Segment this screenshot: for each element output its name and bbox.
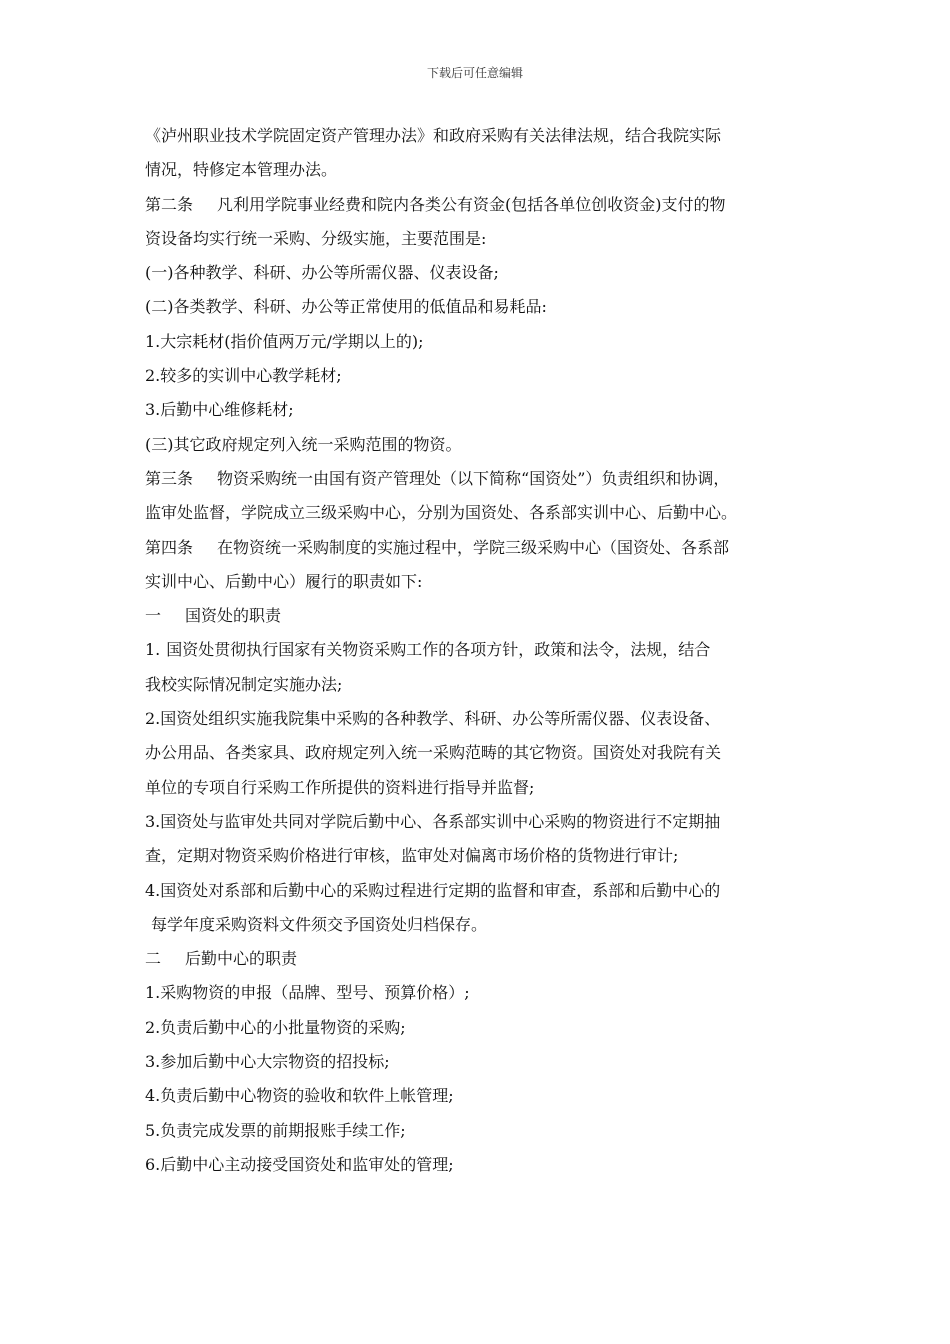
paragraph-line: 实训中心、后勤中心）履行的职责如下:: [145, 571, 423, 591]
article-label: 第二条: [145, 194, 194, 214]
list-item: 1.大宗耗材(指价值两万元/学期以上的);: [145, 331, 424, 351]
page-header: 下载后可任意编辑: [426, 66, 523, 80]
item-number: 1.: [145, 640, 161, 660]
article-two-line: [145, 188, 825, 222]
section-title: 后勤中心的职责: [185, 949, 298, 969]
list-item: [145, 633, 825, 667]
list-item: (二)各类教学、科研、办公等正常使用的低值品和易耗品:: [145, 297, 547, 317]
list-item: 4.国资处对系部和后勤中心的采购过程进行定期的监督和审查，系部和后勤中心的: [145, 880, 721, 900]
article-label: 第三条: [145, 468, 194, 488]
list-item: 3.参加后勤中心大宗物资的招投标;: [145, 1052, 390, 1072]
article-three-line: [145, 462, 825, 496]
article-text: 凡利用学院事业经费和院内各类公有资金(包括各单位创收资金)支付的物: [217, 194, 726, 214]
paragraph-line: 监审处监督，学院成立三级采购中心，分别为国资处、各系部实训中心、后勤中心。: [145, 503, 738, 523]
section-number: 一: [145, 606, 162, 626]
list-item: 3.后勤中心维修耗材;: [145, 400, 294, 420]
list-item: (一)各种教学、科研、办公等所需仪器、仪表设备;: [145, 263, 499, 283]
paragraph-line: 《泸州职业技术学院固定资产管理办法》和政府采购有关法律法规，结合我院实际: [145, 126, 722, 145]
paragraph-line: 每学年度采购资料文件须交予国资处归档保存。: [151, 914, 488, 934]
section-number: 二: [145, 949, 162, 969]
section-heading: [145, 599, 825, 633]
article-label: 第四条: [145, 537, 194, 557]
list-item: 2.负责后勤中心的小批量物资的采购;: [145, 1017, 406, 1037]
paragraph-line: 办公用品、各类家具、政府规定列入统一采购范畴的其它物资。国资处对我院有关: [145, 743, 722, 763]
list-item: 2.国资处组织实施我院集中采购的各种教学、科研、办公等所需仪器、仪表设备、: [145, 709, 721, 729]
paragraph-line: 资设备均实行统一采购、分级实施，主要范围是:: [145, 228, 487, 248]
article-four-line: [145, 531, 825, 565]
list-item: 4.负责后勤中心物资的验收和软件上帐管理;: [145, 1086, 454, 1106]
paragraph-line: 查，定期对物资采购价格进行审核，监审处对偏离市场价格的货物进行审计;: [145, 846, 679, 866]
paragraph-line: 单位的专项自行采购工作所提供的资料进行指导并监督;: [145, 777, 535, 797]
list-item: 5.负责完成发票的前期报账手续工作;: [145, 1120, 406, 1140]
section-title: 国资处的职责: [185, 606, 282, 626]
item-text: 国资处贯彻执行国家有关物资采购工作的各项方针，政策和法令，法规，结合: [166, 640, 711, 660]
list-item: 6.后勤中心主动接受国资处和监审处的管理;: [145, 1154, 454, 1174]
list-item: 3.国资处与监审处共同对学院后勤中心、各系部实训中心采购的物资进行不定期抽: [145, 811, 721, 831]
paragraph-line: 我校实际情况制定实施办法;: [145, 674, 343, 694]
document-body: [145, 119, 825, 1182]
section-heading: [145, 942, 825, 976]
article-text: 在物资统一采购制度的实施过程中，学院三级采购中心（国资处、各系部: [217, 537, 730, 557]
list-item: 1.采购物资的申报（品牌、型号、预算价格）;: [145, 983, 470, 1003]
list-item: (三)其它政府规定列入统一采购范围的物资。: [145, 434, 462, 454]
article-text: 物资采购统一由国有资产管理处（以下简称“国资处”）负责组织和协调，: [217, 468, 730, 488]
list-item: 2.较多的实训中心教学耗材;: [145, 366, 342, 386]
paragraph-line: 情况，特修定本管理办法。: [145, 160, 338, 180]
